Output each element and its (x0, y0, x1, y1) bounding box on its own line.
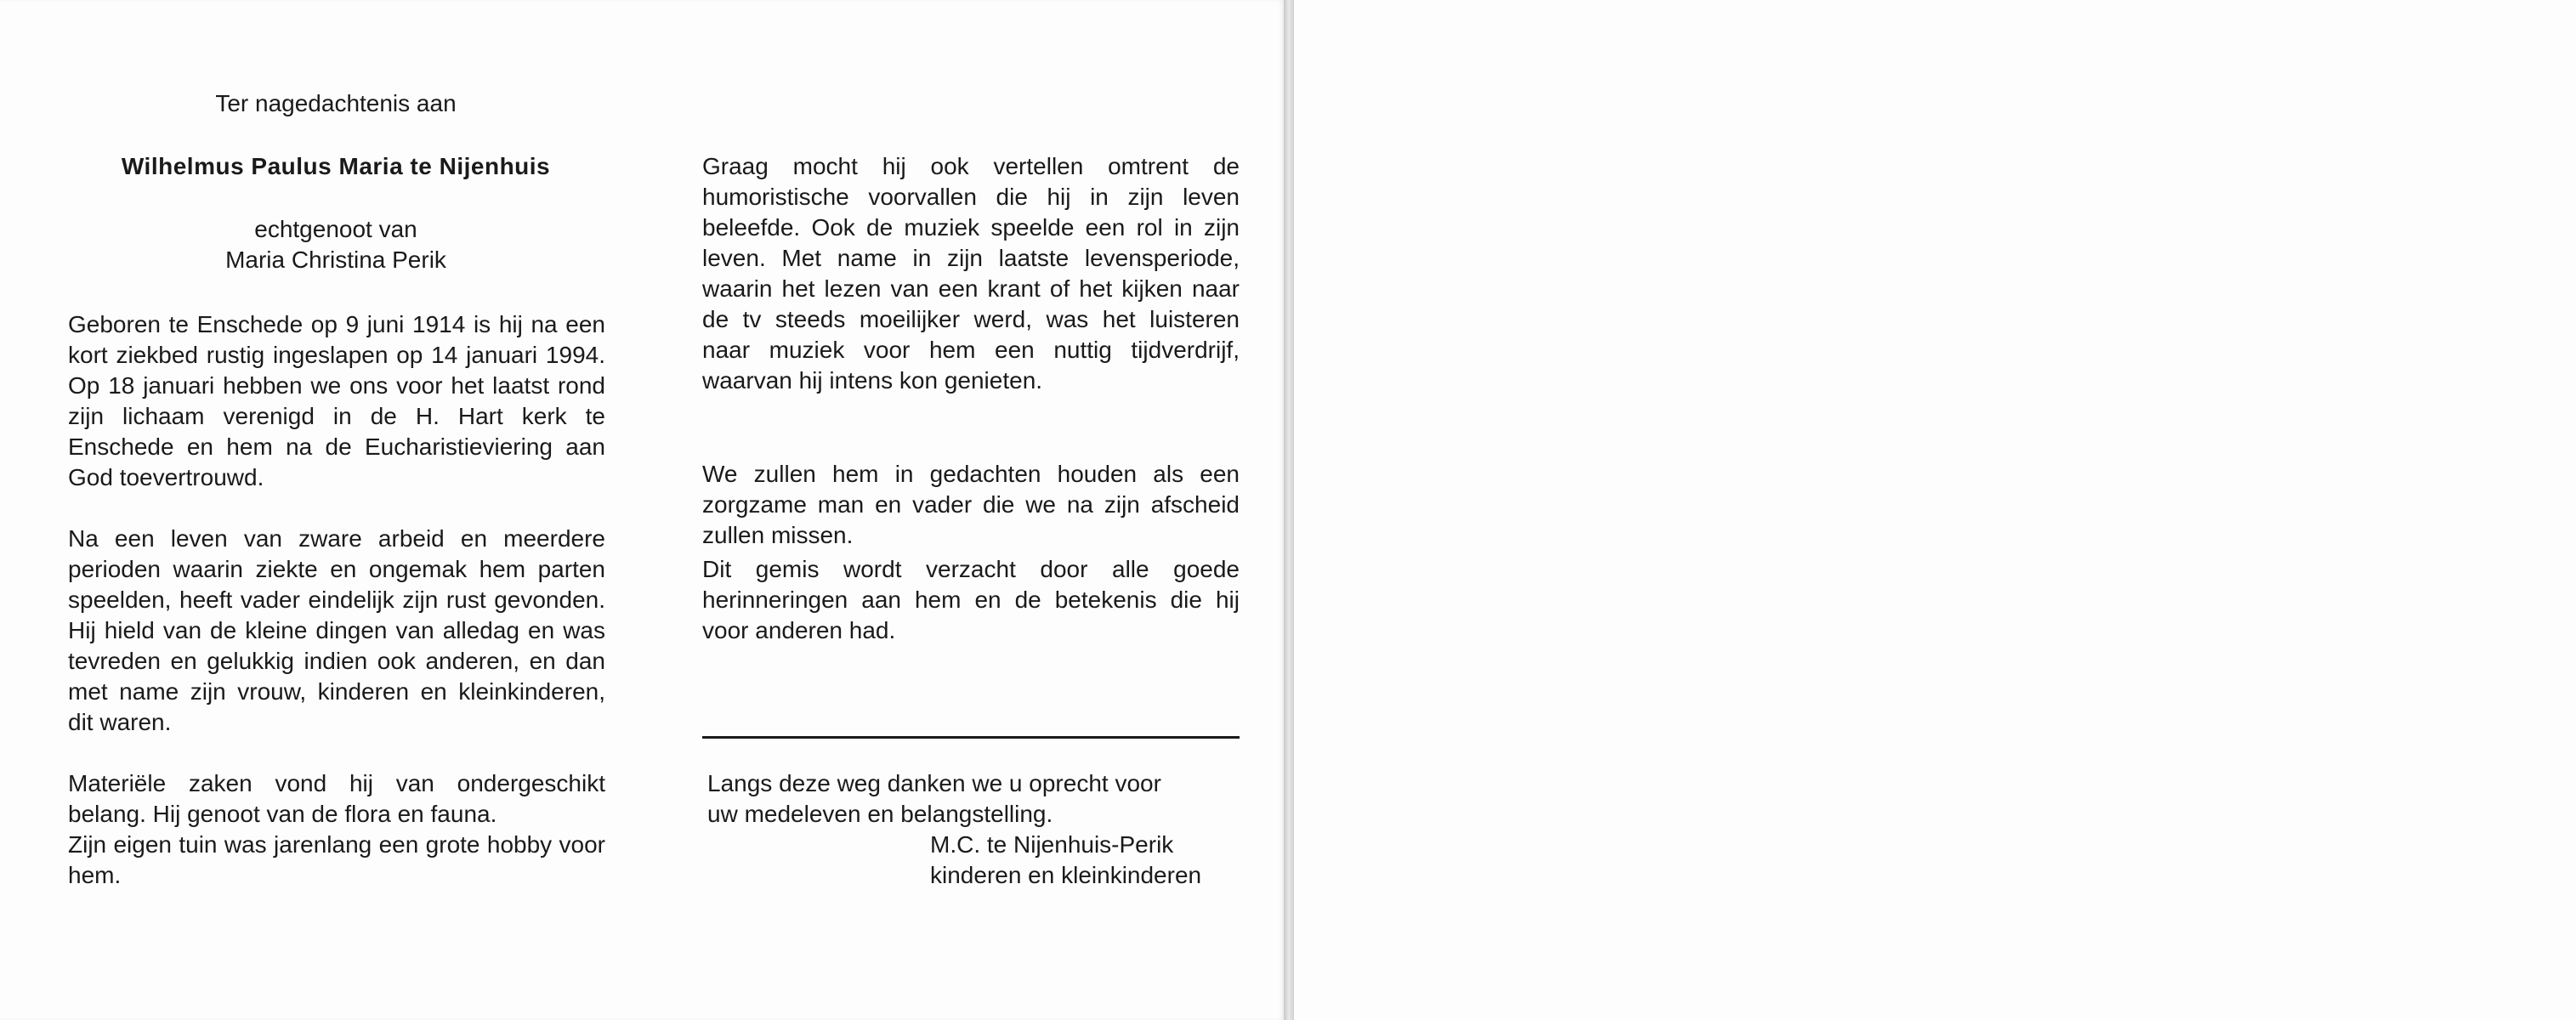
separator-line (702, 736, 1240, 739)
thanks-text: Langs deze weg danken we u oprecht voor uw medeleven en belangstelling. (707, 770, 1161, 827)
paragraph-music: Graag mocht hij ook vertellen omtrent de humoristische voorvallen die hij in zijn leven beleefde. Ook de muziek speelde een rol in zijn leven. Met name in zijn laatste levensperiode, waarin het lezen van een krant of het kijken naar de tv steeds moeilijker werd, was het luisteren naar muziek voor hem een nuttig tijdverdrijf, waarvan hij intens kon genieten. (702, 153, 1240, 394)
paragraph-memory: We zullen hem in gedachten houden als een zorgzame man en vader die we na zijn afscheid zullen missen. (702, 461, 1240, 548)
paragraph-life: Na een leven van zware arbeid en meerdere perioden waarin ziekte en ongemak hem parten speelden, heeft vader eindelijk zijn rust gevonden. Hij hield van de kleine dingen van alledag en was tevreden en gelukkig indien ook anderen, en dan met name zijn vrouw, kinderen en kleinkinderen, dit waren. (68, 525, 605, 735)
paragraph-birth-death: Geboren te Enschede op 9 juni 1914 is hij na een kort ziekbed rustig ingeslapen op 14 januari 1994. Op 18 januari hebben we ons voor het laatst rond zijn lichaam verenigd in de H. Hart kerk te Enschede en hem na de Eucharistieviering aan God toevertrouwd. (68, 311, 605, 490)
paragraph-comfort: Dit gemis wordt verzacht door alle goede herinneringen aan hem en de betekenis die hij voor anderen had. (702, 556, 1240, 643)
spouse-label: echtgenoot van (254, 216, 417, 242)
deceased-name: Wilhelmus Paulus Maria te Nijenhuis (121, 153, 551, 179)
paragraph-material: Materiële zaken vond hij van ondergeschikt belang. Hij genoot van de flora en fauna. (68, 770, 605, 827)
paragraph-garden: Zijn eigen tuin was jarenlang een grote hobby voor hem. (68, 831, 605, 888)
spouse-name: Maria Christina Perik (225, 246, 446, 273)
card-right-page (1294, 0, 2576, 1020)
signature: M.C. te Nijenhuis-Perik kinderen en kleinkinderen (930, 831, 1202, 888)
card-fold (1284, 0, 1294, 1020)
dedication-heading: Ter nagedachtenis aan (215, 90, 457, 116)
card-left-page (0, 0, 1284, 1020)
